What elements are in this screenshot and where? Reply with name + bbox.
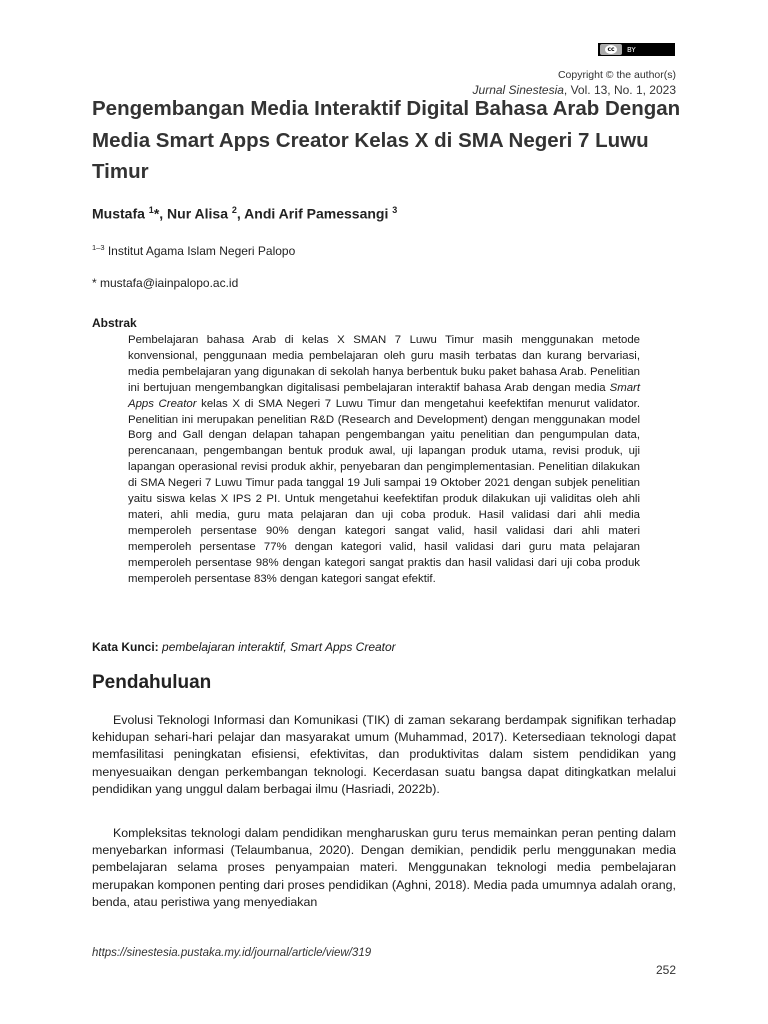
author-affiliation-mark: 1 bbox=[148, 205, 154, 215]
keywords-label: Kata Kunci: bbox=[92, 640, 159, 654]
abstract-body bbox=[128, 333, 640, 588]
keywords-text: pembelajaran interaktif, Smart Apps Creator bbox=[158, 640, 396, 654]
author-affiliation-mark: 3 bbox=[392, 205, 398, 215]
article-url-link[interactable]: https://sinestesia.pustaka.my.id/journal/article/view/319 bbox=[92, 947, 372, 959]
body-paragraph: Kompleksitas teknologi dalam pendidikan mengharuskan guru terus memainkan peran penting dalam menyebarkan informasi (Telaumbanua, 2020). Dengan demikian, pendidik perlu menggunakan media pembelajaran selama proses penyampaian materi. Menggunakan teknologi media pembelajaran merupakan komponen penting dari proses pendidikan (Aghni, 2018). Media pada umumnya adalah orang, benda, atau peristiwa yang menyediakan bbox=[92, 826, 676, 909]
corresponding-email[interactable]: * mustafa@iainpalopo.ac.id bbox=[92, 276, 239, 290]
affiliation-text: Institut Agama Islam Negeri Palopo bbox=[104, 244, 296, 258]
affiliation bbox=[92, 243, 295, 258]
by-label: BY bbox=[627, 45, 636, 54]
keywords bbox=[92, 640, 396, 654]
author-name: Andi Arif Pamessangi bbox=[244, 205, 393, 222]
cc-by-license-badge[interactable] bbox=[598, 43, 675, 56]
abstract-text: kelas X di SMA Negeri 7 Luwu Timur dan mengetahui keefektifan menurut validator. Penelitian ini merupakan penelitian R&D (Research and Development) dengan menggunakan model Borg and Gall dengan delapan tahapan pengembangan yaitu penelitian dan pengumpulan data, perencanaan, pengembangan bentuk produk awal, uji lapangan produk utama, revisi produk, uji lapangan operasional revisi produk akhir, penyebaran dan pengimplementasian. Penelitian dilakukan di SMA Negeri 7 Luwu Timur pada tanggal 19 Juli sampai 19 Oktober 2021 dengan subjek penelitian yaitu siswa kelas X IPS 2 PI. Untuk mengetahui keefektifan produk dilakukan uji validitas oleh ahli materi, ahli media, guru mata pelajaran dan uji coba produk. Hasil validasi dari ahli media memperoleh persentase 90% dengan kategori sangat valid, hasil validasi dari ahli materi memperoleh persentase 77% dengan kategori valid, hasil validasi dari guru mata pelajaran memperoleh persentase 98% dengan kategori sangat praktis dan hasil validasi dari uji coba produk memperoleh persentase 83% dengan kategori sangat efektif. bbox=[128, 397, 640, 585]
author-name: Mustafa bbox=[92, 205, 149, 222]
abstract-heading: Abstrak bbox=[92, 316, 137, 330]
section-heading: Pendahuluan bbox=[92, 672, 212, 693]
abstract-text: Pembelajaran bahasa Arab di kelas X SMAN 7 Luwu Timur masih menggunakan metode konvensional, penggunaan media pembelajaran oleh guru masih terbatas dan kurang bervariasi, media pembelajaran yang digunakan di sekolah hanya berbentuk buku paket bahasa Arab. Penelitian ini bertujuan mengembangkan digitalisasi pembelajaran interaktif bahasa Arab dengan media bbox=[128, 334, 640, 394]
abstract-emphasis: Smart Apps Creator bbox=[128, 381, 640, 410]
author-affiliation-mark: 2 bbox=[231, 205, 237, 215]
journal-name: Jurnal Sinestesia bbox=[472, 83, 564, 97]
copyright-notice: Copyright © the author(s) bbox=[557, 68, 676, 81]
author-separator: *, bbox=[153, 205, 168, 222]
creative-commons-icon: cc bbox=[600, 44, 622, 55]
author-list bbox=[92, 205, 397, 222]
body-paragraph: Evolusi Teknologi Informasi dan Komunikasi (TIK) di zaman sekarang berdampak signifikan terhadap kehidupan sehari-hari pelajar dan masyarakat umum (Muhammad, 2017). Ketersediaan teknologi dapat memfasilitasi peningkatan efisiensi, efektivitas, dan produktivitas dalam sistem pendidikan yang menyesuaikan dengan perkembangan teknologi. Kecerdasan suatu bangsa dapat ditingkatkan melalui pendidikan yang unggul dalam berbagai ilmu (Hasriadi, 2022b). bbox=[92, 713, 676, 796]
journal-issue: , Vol. 13, No. 1, 2023 bbox=[563, 83, 676, 97]
author-separator: , bbox=[236, 205, 245, 222]
affiliation-mark: 1–3 bbox=[92, 243, 105, 252]
author-name: Nur Alisa bbox=[167, 205, 232, 222]
page-number: 252 bbox=[655, 963, 676, 977]
article-title: Pengembangan Media Interaktif Digital Bahasa Arab Dengan Media Smart Apps Creator Kelas X di SMA Negeri 7 Luwu Timur bbox=[92, 97, 681, 183]
